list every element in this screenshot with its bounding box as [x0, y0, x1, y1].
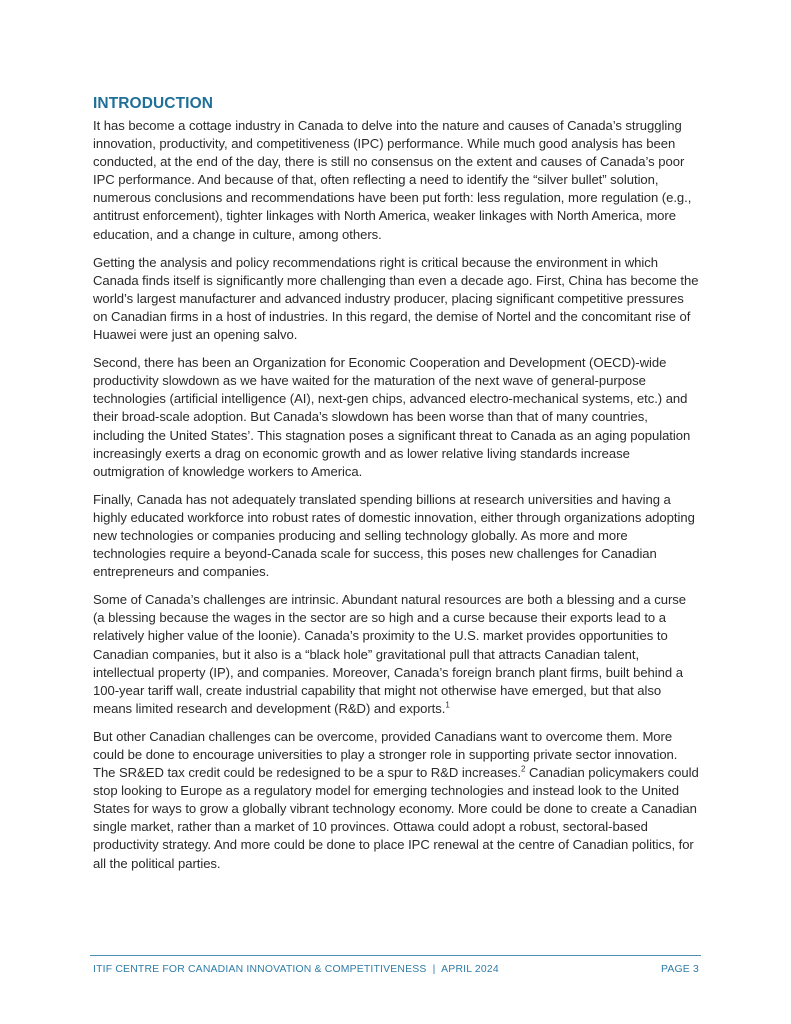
paragraph-5: [93, 591, 701, 718]
paragraph-2: Getting the analysis and policy recommendations right is critical because the environment in which Canada finds itself is significantly more challenging than even a decade ago. First, China has become the world’s largest manufacturer and advanced industry producer, placing significant competitive pressures on Canadian firms in a host of industries. In this regard, the demise of Nortel and the concomitant rise of Huawei were just an opening salvo.: [93, 254, 699, 343]
footer-divider: [90, 955, 701, 956]
footer-page-number: PAGE 3: [661, 964, 699, 975]
paragraph-3: Second, there has been an Organization for Economic Cooperation and Development (OECD)-wide productivity slowdown as we have waited for the maturation of the next wave of general-purpose technologies (artificial intelligence (AI), next-gen chips, advanced electro-mechanical systems, etc.) and their broad-scale adoption. But Canada’s slowdown has been worse than that of many countries, including the United States’. This stagnation poses a significant threat to Canada as an aging population increasingly exerts a drag on economic growth and as lower relative living standards increase outmigration of knowledge workers to America.: [93, 355, 691, 479]
paragraph-5-text: Some of Canada’s challenges are intrinsic. Abundant natural resources are both a blessing and a curse (a blessing because the wages in the sector are so high and a curse because their exports lead to a relatively higher value of the loonie). Canada’s proximity to the U.S. market provides opportunities to Canadian companies, but it also is a “black hole” gravitational pull that attracts Canadian talent, intellectual property (IP), and companies. Moreover, Canada’s foreign branch plant firms, built behind a 100-year tariff wall, create industrial capability that might not otherwise have emerged, but that also means limited research and development (R&D) and exports.: [93, 592, 687, 716]
paragraph-6-text-after: Canadian policymakers could stop looking to Europe as a regulatory model for emerging technologies and instead look to the United States for ways to grow a globally vibrant technology economy. More could be done to create a Canadian single market, rather than a market of 10 provinces. Ottawa could adopt a robust, sectoral-based productivity strategy. And more could be done to place IPC renewal at the centre of Canadian politics, for all the political parties.: [93, 765, 699, 871]
paragraph-4: Finally, Canada has not adequately translated spending billions at research universities and having a highly educated workforce into robust rates of domestic innovation, either through organizations adopting new technologies or companies producing and selling technology globally. As more and more technologies require a beyond-Canada scale for success, this poses new challenges for Canadian entrepreneurs and companies.: [93, 491, 695, 580]
page-footer: [93, 964, 699, 975]
footnote-ref-1[interactable]: 1: [445, 700, 450, 710]
page-body: [93, 94, 701, 883]
paragraph-1: It has become a cottage industry in Canada to delve into the nature and causes of Canada’s struggling innovation, productivity, and competitiveness (IPC) performance. While much good analysis has been conducted, at the end of the day, there is still no consensus on the extent and causes of Canada’s poor IPC performance. And because of that, often reflecting a need to identify the “silver bullet” solution, numerous conclusions and recommendations have been put forth: less regulation, more regulation (e.g., antitrust enforcement), tighter linkages with North America, weaker linkages with North America, more education, and a change in culture, among others.: [93, 118, 692, 242]
paragraph-6-text-before: But other Canadian challenges can be overcome, provided Canadians want to overcome them. More could be done to encourage universities to play a stronger role in supporting private sector innovation. The SR&ED tax credit could be redesigned to be a spur to R&D increases.: [93, 728, 678, 781]
paragraph-6: [93, 728, 701, 873]
footnote-ref-2[interactable]: 2: [521, 764, 526, 774]
section-heading: INTRODUCTION: [93, 95, 214, 112]
footer-publication: ITIF CENTRE FOR CANADIAN INNOVATION & COMPETITIVENESS | APRIL 2024: [93, 964, 499, 975]
